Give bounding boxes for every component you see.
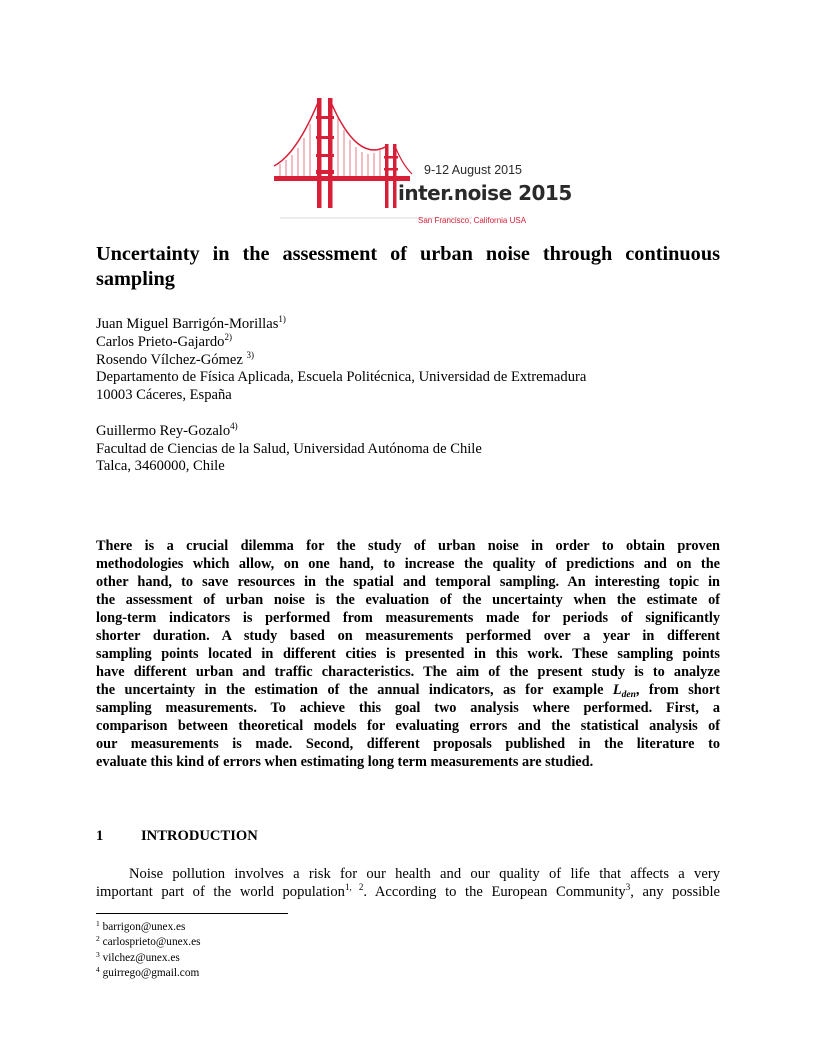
footnote-divider bbox=[96, 913, 288, 914]
affiliation-2-line-1: Facultad de Ciencias de la Salud, Universidad Autónoma de Chile bbox=[96, 440, 482, 457]
author-2: Carlos Prieto-Gajardo$^{2)}$ bbox=[96, 331, 232, 350]
author-block bbox=[96, 316, 586, 476]
golden-gate-bridge-icon bbox=[274, 98, 412, 208]
logo-location: San Francisco, California USA bbox=[418, 216, 527, 225]
section-heading: 1 INTRODUCTION bbox=[96, 828, 258, 844]
intro-line: Noise pollution involves a risk for our health and our quality of life that affects a very bbox=[129, 866, 720, 882]
footnote-2: $^2$ carlosprieto@unex.es bbox=[96, 934, 201, 949]
footnote-4: $^4$ guirrego@gmail.com bbox=[96, 964, 200, 979]
affiliation-2-line-2: Talca, 3460000, Chile bbox=[96, 458, 225, 475]
abstract bbox=[96, 537, 720, 771]
abstract-line: shorter duration. A study based on measurements performed over a year in different bbox=[96, 628, 720, 644]
abstract-line: long-term indicators is performed from measurements made for periods of significantly bbox=[96, 610, 720, 626]
abstract-line: the uncertainty in the estimation of the annual indicators, as for example $L_{den}$, from short bbox=[96, 682, 721, 700]
footnote-1: $^1$ barrigon@unex.es bbox=[96, 919, 186, 933]
abstract-line: have different urban and traffic characteristics. The aim of the present study is to analyze bbox=[96, 664, 720, 680]
conference-logo bbox=[272, 94, 572, 228]
logo-brand: inter.noise 2015 bbox=[398, 181, 572, 205]
footnotes bbox=[96, 920, 201, 981]
affiliation-1-line-1: Departamento de Física Aplicada, Escuela Politécnica, Universidad de Extremadura bbox=[96, 369, 587, 386]
abstract-line: sampling measurements. To achieve this goal two analysis where performed. First, a bbox=[96, 700, 720, 716]
abstract-line: our measurements is made. Second, different proposals published in the literature to bbox=[96, 736, 720, 752]
intro-line: important part of the world population$^{1, 2}$. According to the European Community$^3$, any possible bbox=[96, 882, 721, 901]
footnote-3: $^3$ vilchez@unex.es bbox=[96, 949, 180, 964]
abstract-line: methodologies which allow, on one hand, to increase the quality of predictions and on the bbox=[96, 556, 720, 572]
abstract-line: There is a crucial dilemma for the study of urban noise in order to obtain proven bbox=[96, 538, 720, 554]
abstract-line: sampling points located in different cities is presented in this work. These sampling points bbox=[96, 646, 720, 662]
author-4: Guillermo Rey-Gozalo$^{4)}$ bbox=[96, 420, 238, 439]
abstract-line: comparison between theoretical models for evaluating errors and the statistical analysis of bbox=[96, 718, 720, 734]
affiliation-1-line-2: 10003 Cáceres, España bbox=[96, 387, 232, 404]
intro-paragraph bbox=[96, 865, 720, 902]
abstract-line: other hand, to save resources in the spatial and temporal sampling. An interesting topic in bbox=[96, 574, 720, 590]
abstract-line: evaluate this kind of errors when estimating long term measurements are studied. bbox=[96, 754, 594, 770]
author-1: Juan Miguel Barrigón-Morillas$^{1)}$ bbox=[96, 314, 286, 332]
logo-date: 9-12 August 2015 bbox=[424, 163, 522, 177]
author-3: Rosendo Vílchez-Gómez $^{3)}$ bbox=[96, 349, 254, 368]
abstract-line: the assessment of urban noise is the evaluation of the uncertainty when the estimate of bbox=[96, 592, 720, 608]
paper-title: Uncertainty in the assessment of urban noise through continuous sampling bbox=[96, 243, 720, 290]
